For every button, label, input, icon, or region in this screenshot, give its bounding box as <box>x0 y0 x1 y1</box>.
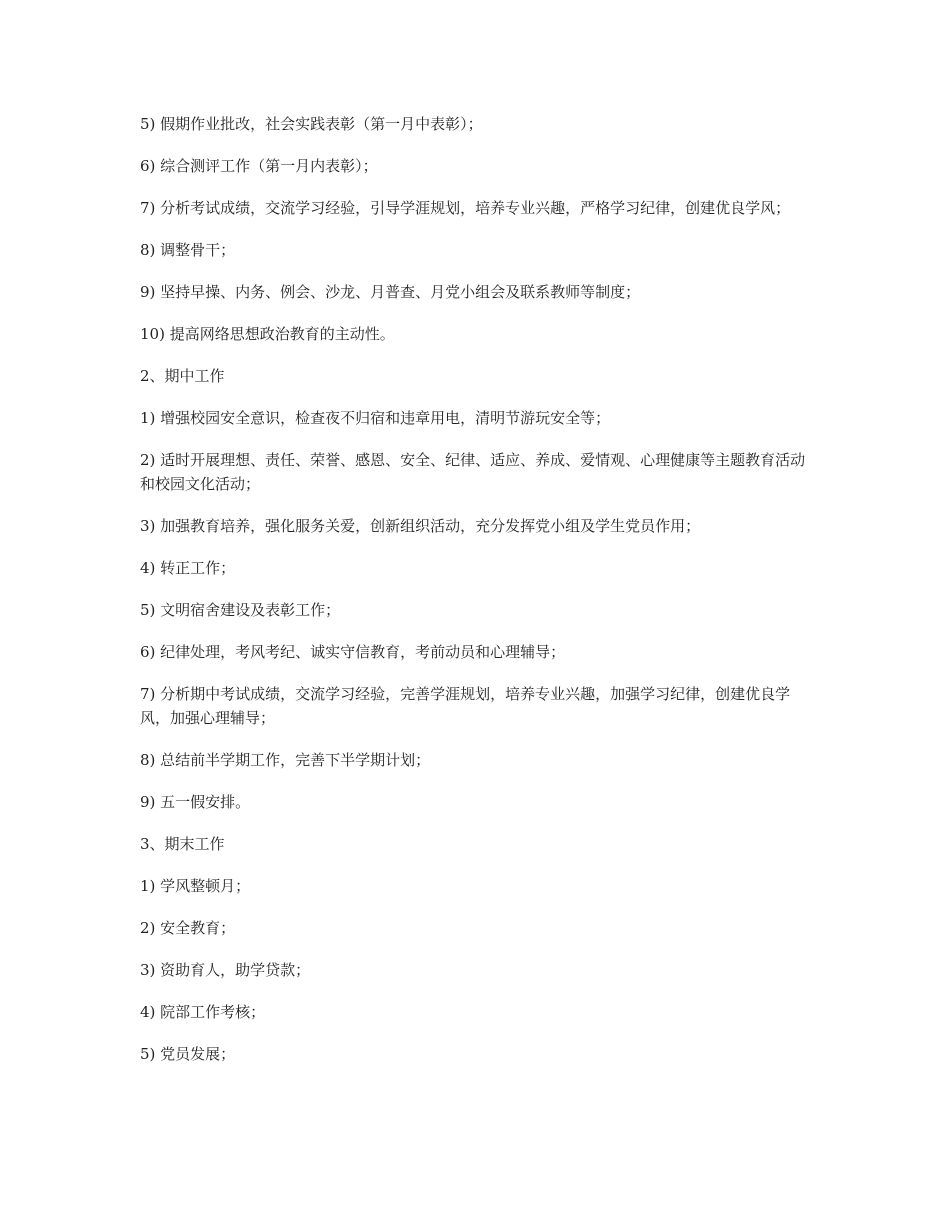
document-body <box>140 112 810 1084</box>
list-item: 1) 增强校园安全意识，检查夜不归宿和违章用电，清明节游玩安全等； <box>140 409 611 427</box>
list-item: 7) 分析期中考试成绩，交流学习经验，完善学涯规划，培养专业兴趣，加强学习纪律，创建优良学风，加强心理辅导； <box>140 685 791 727</box>
list-item: 6) 纪律处理，考风考纪、诚实守信教育，考前动员和心理辅导； <box>140 643 566 661</box>
list-item: 6) 综合测评工作（第一月内表彰）； <box>140 157 378 175</box>
list-item: 2) 安全教育； <box>140 919 236 937</box>
list-item: 4) 转正工作； <box>140 559 236 577</box>
list-item: 2) 适时开展理想、责任、荣誉、感恩、安全、纪律、适应、养成、爱情观、心理健康等主题教育活动和校园文化活动； <box>140 451 806 493</box>
section-heading: 2、期中工作 <box>140 367 225 385</box>
list-item: 3) 资助育人，助学贷款； <box>140 961 311 979</box>
list-item: 3) 加强教育培养，强化服务关爱，创新组织活动，充分发挥党小组及学生党员作用； <box>140 517 701 535</box>
list-item: 4) 院部工作考核； <box>140 1003 266 1021</box>
list-item: 5) 文明宿舍建设及表彰工作； <box>140 601 341 619</box>
list-item: 7) 分析考试成绩，交流学习经验，引导学涯规划，培养专业兴趣，严格学习纪律，创建优良学风； <box>140 199 791 217</box>
list-item: 9) 五一假安排。 <box>140 793 251 811</box>
list-item: 5) 假期作业批改，社会实践表彰（第一月中表彰）； <box>140 115 483 133</box>
list-item: 5) 党员发展； <box>140 1045 236 1063</box>
list-item: 8) 调整骨干； <box>140 241 236 259</box>
list-item: 10) 提高网络思想政治教育的主动性。 <box>140 325 395 343</box>
list-item: 8) 总结前半学期工作，完善下半学期计划； <box>140 751 431 769</box>
section-heading: 3、期末工作 <box>140 835 225 853</box>
list-item: 1) 学风整顿月； <box>140 877 251 895</box>
list-item: 9) 坚持早操、内务、例会、沙龙、月普查、月党小组会及联系教师等制度； <box>140 283 641 301</box>
